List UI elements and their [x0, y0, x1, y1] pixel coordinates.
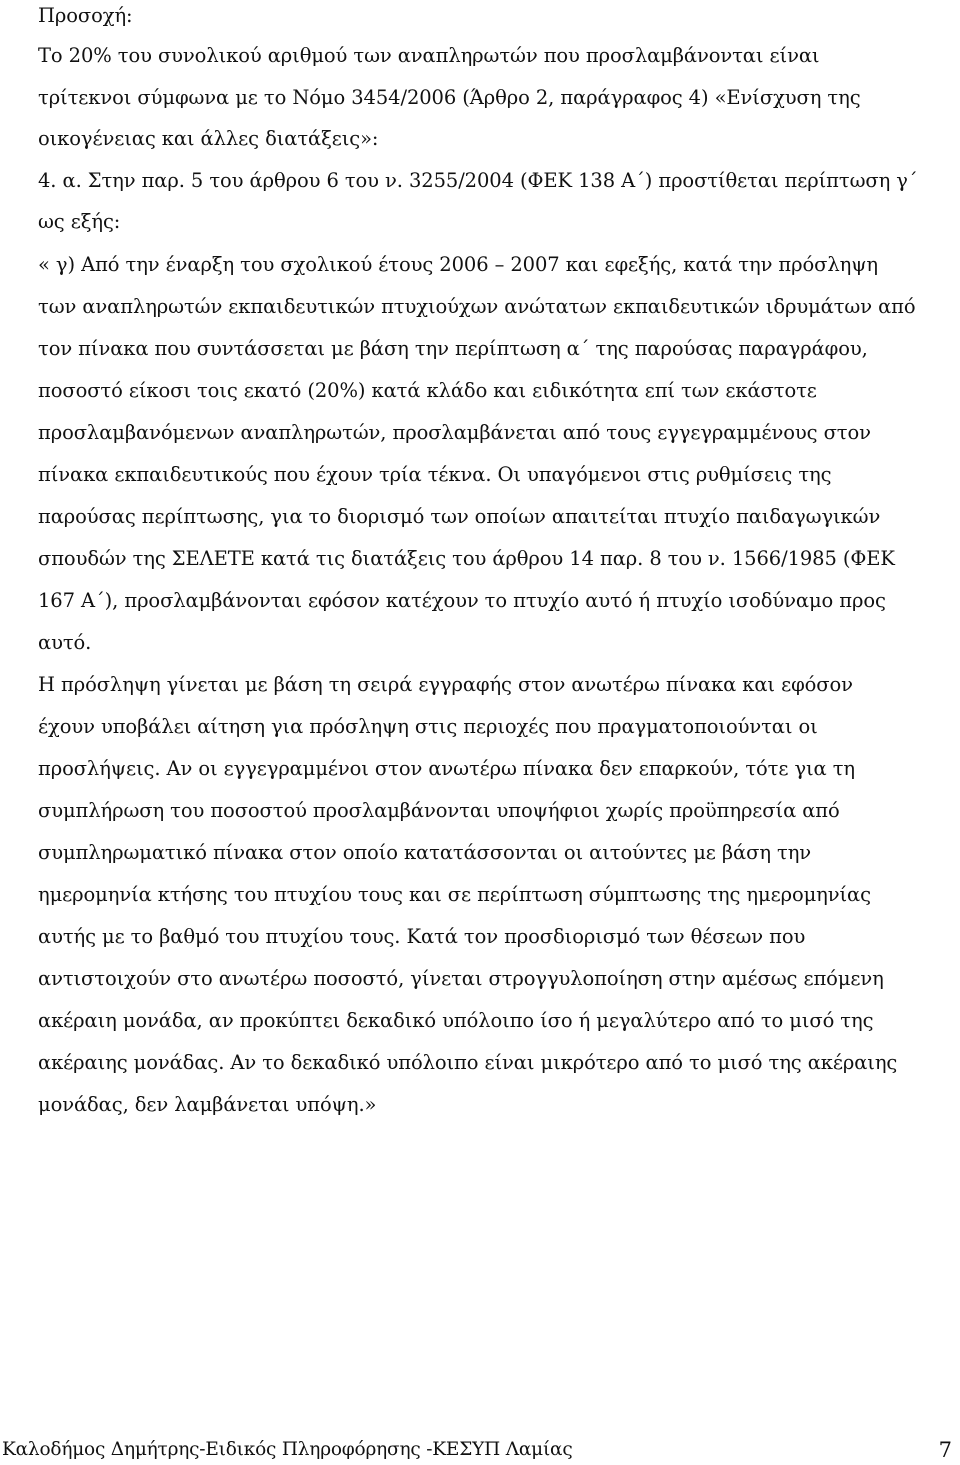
text-line: ποσοστό είκοσι τοις εκατό (20%) κατά κλάδο και ειδικότητα επί των εκάστοτε [38, 379, 817, 402]
text-line: παρούσας περίπτωσης, για το διορισμό των οποίων απαιτείται πτυχίο παιδαγωγικών [38, 505, 881, 528]
text-line: προσλήψεις. Αν οι εγγεγραμμένοι στον ανωτέρω πίνακα δεν επαρκούν, τότε για τη [38, 757, 855, 780]
text-line: 4. α. Στην παρ. 5 του άρθρου 6 του ν. 3255/2004 (ΦΕΚ 138 Α΄) προστίθεται περίπτωση γ΄ [38, 169, 918, 192]
text-line: των αναπληρωτών εκπαιδευτικών πτυχιούχων ανώτατων εκπαιδευτικών ιδρυμάτων από [38, 295, 916, 318]
text-line: συμπλήρωση του ποσοστού προσλαμβάνονται υποψήφιοι χωρίς προϋπηρεσία από [38, 799, 840, 822]
text-line: ως εξής: [38, 210, 121, 233]
text-line: αυτής με το βαθμό του πτυχίου τους. Κατά τον προσδιορισμό των θέσεων που [38, 925, 806, 948]
text-line: σπουδών της ΣΕΛΕΤΕ κατά τις διατάξεις του άρθρου 14 παρ. 8 του ν. 1566/1985 (ΦΕΚ [38, 547, 895, 570]
text-line: 167 Α΄), προσλαμβάνονται εφόσον κατέχουν το πτυχίο αυτό ή πτυχίο ισοδύναμο προς [38, 589, 886, 612]
text-line: οικογένειας και άλλες διατάξεις»: [38, 127, 379, 150]
text-line: Το 20% του συνολικού αριθμού των αναπληρωτών που προσλαμβάνονται είναι [38, 44, 820, 67]
page-footer [0, 1437, 960, 1463]
footer-author: Καλοδήμος Δημήτρης-Ειδικός Πληροφόρησης -ΚΕΣΥΠ Λαμίας [2, 1439, 573, 1460]
text-line: αυτό. [38, 631, 92, 654]
text-line: Η πρόσληψη γίνεται με βάση τη σειρά εγγραφής στον ανωτέρω πίνακα και εφόσον [38, 673, 853, 696]
text-line: ακέραιης μονάδας. Αν το δεκαδικό υπόλοιπο είναι μικρότερο από το μισό της ακέραιης [38, 1051, 898, 1074]
text-line: προσλαμβανόμενων αναπληρωτών, προσλαμβάνεται από τους εγγεγραμμένους στον [38, 421, 871, 444]
text-line: ημερομηνία κτήσης του πτυχίου τους και σε περίπτωση σύμπτωσης της ημερομηνίας [38, 883, 871, 906]
text-line: συμπληρωματικό πίνακα στον οποίο κατατάσσονται οι αιτούντες με βάση την [38, 841, 812, 864]
text-line: τον πίνακα που συντάσσεται με βάση την περίπτωση α΄ της παρούσας παραγράφου, [38, 337, 868, 360]
heading-attention: Προσοχή: [38, 4, 133, 27]
text-line: ακέραιη μονάδα, αν προκύπτει δεκαδικό υπόλοιπο ίσο ή μεγαλύτερο από το μισό της [38, 1009, 874, 1032]
text-line: αντιστοιχούν στο ανωτέρω ποσοστό, γίνεται στρογγυλοποίηση στην αμέσως επόμενη [38, 967, 884, 990]
text-line: πίνακα εκπαιδευτικούς που έχουν τρία τέκνα. Οι υπαγόμενοι στις ρυθμίσεις της [38, 463, 832, 486]
page-number: 7 [938, 1438, 952, 1462]
text-line: μονάδας, δεν λαμβάνεται υπόψη.» [38, 1093, 377, 1116]
text-line: τρίτεκνοι σύμφωνα με το Νόμο 3454/2006 (Άρθρο 2, παράγραφος 4) «Ενίσχυση της [38, 86, 861, 109]
text-line: « γ) Από την έναρξη του σχολικού έτους 2006 – 2007 και εφεξής, κατά την πρόσληψη [38, 253, 878, 276]
text-line: έχουν υποβάλει αίτηση για πρόσληψη στις περιοχές που πραγματοποιούνται οι [38, 715, 818, 738]
